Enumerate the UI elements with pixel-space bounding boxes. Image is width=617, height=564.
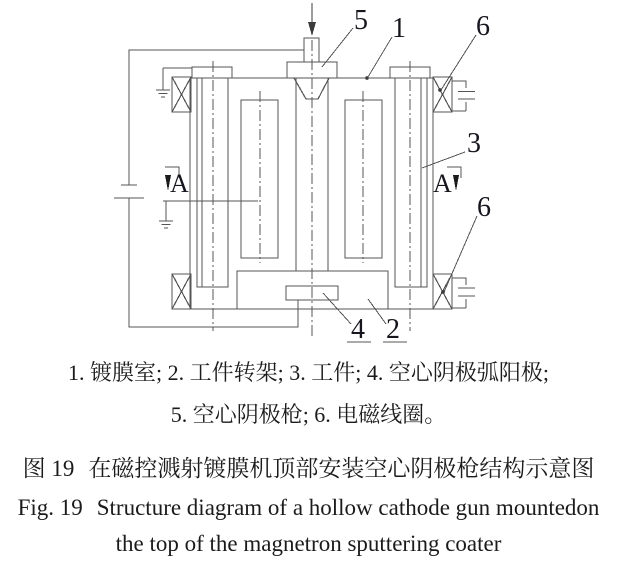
label-workpiece-rack: 2 bbox=[386, 314, 400, 345]
section-letter-right: A bbox=[433, 169, 452, 198]
label-workpiece: 3 bbox=[467, 128, 481, 159]
caption-en-line1 bbox=[0, 495, 617, 521]
section-letter-left: A bbox=[170, 169, 189, 198]
label-coil-bottom: 6 bbox=[477, 192, 491, 223]
battery-symbol bbox=[114, 185, 144, 198]
workpiece-column-outer-right bbox=[395, 78, 427, 287]
ground-symbol-middle-left bbox=[159, 201, 258, 228]
ground-symbol-top-left bbox=[156, 68, 192, 97]
electromagnetic-coil-bottom-right bbox=[433, 274, 475, 309]
down-arrow-icon bbox=[308, 3, 316, 36]
caption-zh-title: 在磁控溅射镀膜机顶部安装空心阴极枪结构示意图 bbox=[88, 456, 595, 481]
centerlines bbox=[213, 40, 410, 337]
caption-en-number: Fig. 19 bbox=[17, 495, 83, 520]
caption-en-title: Structure diagram of a hollow cathode gun mountedon bbox=[96, 495, 600, 520]
label-cathode-gun: 5 bbox=[354, 5, 368, 36]
caption-zh bbox=[0, 450, 617, 483]
electromagnetic-coil-bottom-left bbox=[172, 274, 191, 309]
label-coil-top: 6 bbox=[476, 11, 490, 42]
electromagnetic-coil-top-left bbox=[172, 77, 191, 112]
legend-line-1: 1. 镀膜室; 2. 工件转架; 3. 工件; 4. 空心阴极弧阳极; bbox=[68, 360, 549, 385]
label-coating-chamber: 1 bbox=[392, 13, 406, 44]
label-arc-anode: 4 bbox=[351, 314, 365, 345]
caption-en-line2: the top of the magnetron sputtering coater bbox=[115, 531, 502, 556]
legend-line-2: 5. 空心阴极枪; 6. 电磁线圈。 bbox=[170, 402, 447, 427]
caption-zh-number: 图 19 bbox=[22, 456, 75, 481]
electromagnetic-coil-top-right bbox=[433, 77, 475, 112]
